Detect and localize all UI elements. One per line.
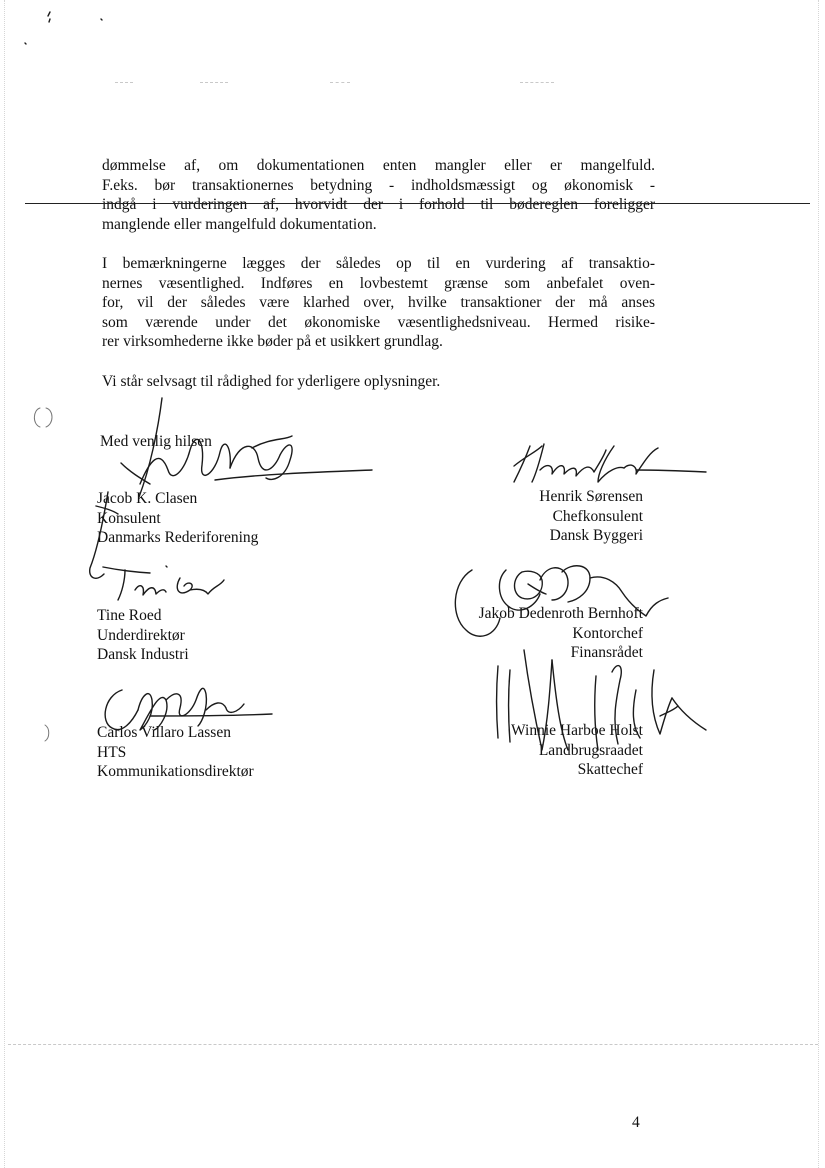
signatory-block-2 [97,606,189,665]
text-line: indgå i vurderingen af, hvorvidt der i forhold til bødereglen foreligger [102,196,655,213]
text-line: som værende under det økonomiske væsentlighedsniveau. Hermed risike- [102,313,655,331]
scan-artifact-line [330,82,350,83]
signatory-name: Tine Roed [97,607,162,624]
signatory-organization: Danmarks Rederiforening [97,529,259,546]
signatory-block-3 [97,723,254,782]
strike-through-line [25,203,810,204]
signatory-block-6 [511,721,643,780]
signatory-block-5 [479,604,643,663]
text-line: I bemærkningerne lægges der således op til en vurdering af transaktio- [102,255,655,272]
signatory-name: Jakob Dedenroth Bernhoft [478,605,643,622]
scan-artifact-line [8,1044,818,1045]
signatory-block-1 [97,489,258,548]
scan-marks [25,12,102,44]
signatory-name: Jacob K. Clasen [97,490,198,507]
text-line: nernes væsentlighed. Indføres en lovbestemt grænse som anbefalet oven- [102,274,655,292]
signatory-block-4 [539,487,643,546]
signatory-organization: Dansk Byggeri [549,527,643,544]
scan-artifact-line [115,82,133,83]
signatory-organization: Kommunikationsdirektør [97,763,254,780]
punch-hole-icon [34,408,52,427]
signatory-organization: Dansk Industri [97,646,189,663]
text-line: dømmelse af, om dokumentationen enten mangler eller er mangelfuld. [102,157,655,174]
scan-edge-left [4,0,5,1168]
text-line: F.eks. bør transaktionernes betydning - indholdsmæssigt og økonomisk - [102,176,655,194]
scan-artifact-line [200,82,228,83]
signatory-title: Landbrugsraadet [538,741,643,759]
signature-icon [514,444,706,482]
paragraph-2 [102,254,655,352]
signature-icon [103,566,224,600]
signatory-organization: Finansrådet [570,644,643,661]
signatory-title: Chefkonsulent [552,507,643,525]
closing-salutation: Med venlig hilsen [100,433,212,450]
text-line: for, vil der således være klarhed over, hvilke transaktioner der må anses [102,294,655,311]
paragraph-1 [102,156,655,234]
paragraph-3 [102,372,655,392]
text-line: manglende eller mangelfuld dokumentation. [102,215,377,233]
page-number: 4 [632,1114,640,1131]
signatory-name: Carlos Villaro Lassen [97,724,231,741]
signatory-title: HTS [97,743,127,761]
signatory-title: Underdirektør [97,626,185,644]
punch-hole-icon [45,725,49,741]
signatory-name: Winnie Harboe Holst [511,722,643,739]
signatory-title: Konsulent [97,509,161,527]
scan-artifact-line [520,82,554,83]
signatory-name: Henrik Sørensen [539,488,643,505]
signatory-organization: Skattechef [577,761,643,778]
text-line: rer virksomhederne ikke bøder på et usikkert grundlag. [102,333,443,350]
text-line: Vi står selvsagt til rådighed for yderligere oplysninger. [102,373,441,390]
scan-edge-right [818,0,819,1168]
signatory-title: Kontorchef [572,624,643,642]
